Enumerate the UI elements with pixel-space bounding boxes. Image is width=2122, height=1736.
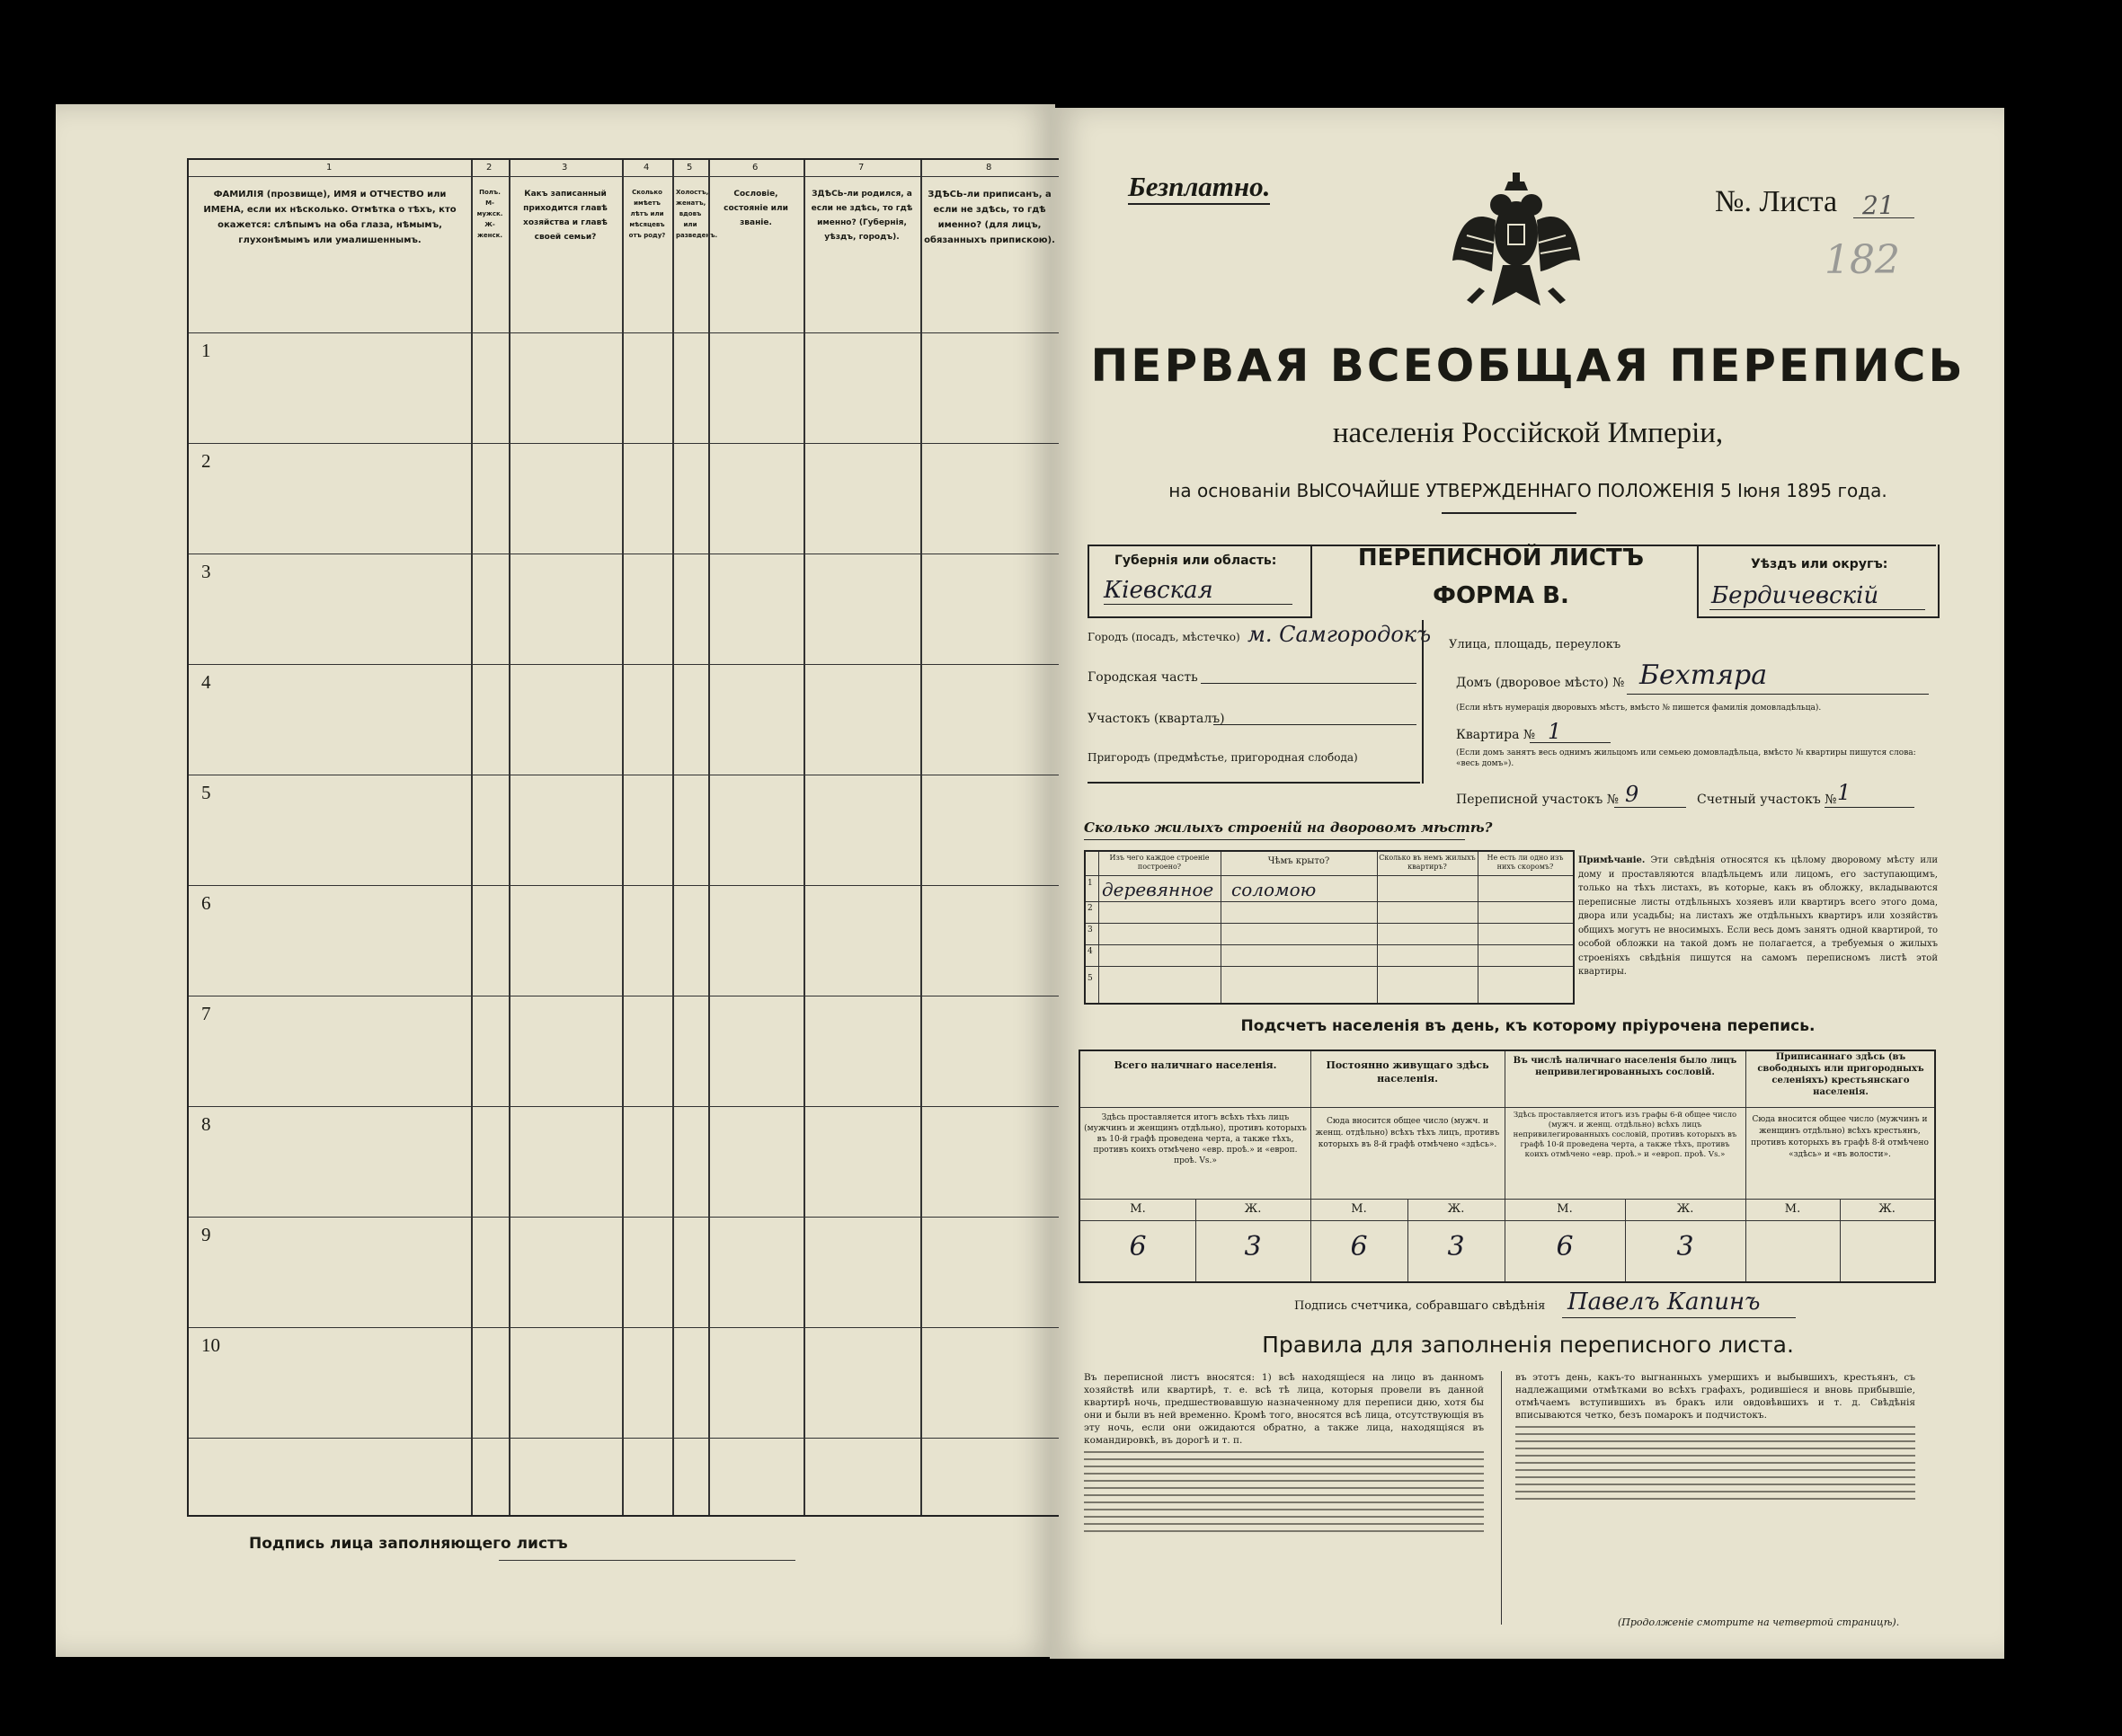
precinct-label: Участокъ (кварталъ) [1088,712,1225,726]
district-label: Уѣздъ или округъ: [1751,557,1888,571]
column-header: Холостъ, женатъ, вдовъ или разведенъ. [676,189,718,239]
text-line [1515,1491,1915,1492]
buildings-header-rule [1086,875,1573,876]
row-number: 9 [201,1224,211,1245]
buildings-header: Не есть ли одно изъ нихъ скоромъ? [1487,854,1564,871]
town-label: Городъ (посадъ, мѣстечко) [1088,631,1240,643]
text-line [1084,1501,1484,1503]
column-number: 2 [486,163,493,173]
column-number: 1 [326,163,333,173]
city-part-label: Городская часть [1088,670,1198,685]
house-label: Домъ (дворовое мѣсто) № [1456,676,1625,690]
sheet-number-line [1853,217,1914,218]
row-rule [189,1106,1059,1107]
count-notes-rule [1080,1199,1934,1200]
census-district-value[interactable]: 9 [1625,782,1639,807]
row-number: 5 [201,782,211,803]
text-line [1515,1476,1915,1478]
count-value[interactable]: 6 [1129,1231,1147,1262]
text-line [1515,1440,1915,1442]
grid-column-line [708,160,710,1515]
sex-label: М. [1130,1202,1146,1216]
column-number: 6 [752,163,759,173]
text-line [1515,1469,1915,1471]
row-rule [189,1438,1059,1439]
apartment-label: Квартира № [1456,728,1536,742]
column-header: ЗДѢСЬ-ли приписанъ, а если не здѣсь, то гдѣ именно? (для лицъ, обязанныхъ припискою). [924,190,1055,245]
enumerator-signature[interactable]: Павелъ Капинъ [1567,1289,1761,1315]
count-header: Постоянно живущаго здѣсь населенія. [1326,1059,1489,1085]
buildings-row-rule [1086,944,1573,945]
apartment-note: (Если домъ занятъ весь однимъ жильцомъ или семьею домовладѣльца, вмѣсто № квартиры пишутся слова: «весь домъ»). [1456,748,1916,768]
row-number: 6 [201,892,211,914]
signature-label: Подпись лица заполняющего листъ [249,1535,568,1553]
text-line [1084,1473,1484,1475]
row-rule [189,332,1059,333]
census-district-label: Переписной участокъ № [1456,793,1619,807]
count-header: Всего наличнаго населенія. [1114,1059,1277,1071]
rules-text-left: Въ переписной листъ вносятся: 1) всѣ находящіеся на лицо въ данномъ хозяйствѣ или квартирѣ, т. е. всѣ тѣ лица, которыя провели въ данной квартирѣ ночь, предшествовавшую назначенному для переписи дню, хотя бы они и были въ ней временно. Кромѣ того, вносятся всѣ лица, отсутствующія въ эту ночь, если они ожидаются обратно, а также лица, находящіяся въ командировкѣ, въ дорогѣ и т. п. [1084,1372,1484,1446]
note-text: Эти свѣдѣнія относятся къ цѣлому дворовому мѣсту или дому и проставляются владѣльцемъ или лицомъ, его заступающимъ, только на тѣхъ листахъ, въ которые, какъ въ обложку, вкладываются переписные листы отдѣльныхъ хозяевъ или квартиръ всего этого дома, двора или усадьбы; на листахъ же отдѣльныхъ квартиръ или хозяйствъ общихъ могутъ не вносимыхъ. Если весь домъ занятъ одной квартирой, то особой обложки на такой домъ не полагается, а требуемыя о жилыхъ строеніяхъ свѣдѣнія пишутся на самомъ переписномъ листѣ этой квартиры. [1578,855,1938,977]
text-line [1084,1530,1484,1532]
divider [1442,512,1576,514]
census-district-line [1614,807,1686,808]
row-rule [189,1327,1059,1328]
row-number: 8 [201,1113,211,1135]
rules-column-right [1515,1371,1915,1608]
count-header-rule [1080,1107,1934,1108]
count-note: Здѣсь проставляется итогъ изъ графы 6-й общее число (мужч. и женщ. отдѣльно) всѣхъ лицъ непривилегированныхъ сословій, противъ которыхъ въ графѣ 10-й проведена черта, а также тѣхъ, противъ коихъ отмѣчено «евр. проѣ.» и «европ. проѣ. Vs.» [1513,1111,1737,1159]
enumerator-label: Подпись счетчика, собравшаго свѣдѣнія [1294,1299,1546,1313]
sex-label: Ж. [1244,1202,1262,1216]
count-header: Приписаннаго здѣсь (въ свободныхъ или пригородныхъ селеніяхъ) крестьянскаго населенія. [1757,1052,1924,1097]
buildings-row-number: 2 [1088,904,1093,913]
form-title-line2: ФОРМА В. [1433,582,1569,609]
rules-title: Правила для заполненія переписного листа. [1262,1332,1794,1358]
sex-label: М. [1557,1202,1573,1216]
buildings-row-rule [1086,966,1573,967]
column-number-rule [189,176,1059,177]
buildings-question: Сколько жилыхъ строеній на дворовомъ мѣстѣ? [1084,819,1493,836]
text-line [1084,1480,1484,1482]
column-number: 5 [687,163,693,173]
text-line [1515,1462,1915,1464]
count-value[interactable]: 3 [1447,1231,1465,1262]
note-label: Примѣчаніе. [1578,855,1646,865]
buildings-question-line [1084,839,1465,840]
rules-continuation-note [1618,1612,1899,1629]
text-line [1084,1487,1484,1489]
row-number: 10 [201,1334,220,1356]
town-value[interactable]: м. Самгородокъ [1247,622,1432,647]
buildings-row-rule [1086,923,1573,924]
count-value[interactable]: 6 [1556,1231,1574,1262]
enumerator-line [1562,1317,1796,1318]
text-line [1515,1426,1915,1428]
grid-column-line [471,160,473,1515]
population-count-title: Подсчетъ населенія въ день, къ которому пріурочена перепись. [1240,1017,1816,1035]
buildings-table [1084,850,1575,1005]
province-line [1104,604,1292,605]
row-number: 4 [201,671,211,693]
district-line [1709,609,1925,610]
text-line [1084,1458,1484,1460]
buildings-header: Чѣмъ крыто? [1267,856,1330,866]
count-value[interactable]: 3 [1676,1231,1694,1262]
buildings-row-number: 4 [1088,947,1093,956]
household-members-table [187,158,1059,1517]
grid-column-line [622,160,624,1515]
count-col [1745,1051,1746,1281]
sex-label: Ж. [1878,1202,1896,1216]
column-header: Полъ. М-мужск. Ж-женск. [476,189,503,239]
city-part-line [1201,683,1416,684]
buildings-note [1578,854,1938,979]
row-rule [189,443,1059,444]
row-number: 2 [201,450,211,472]
rules-text-right: въ этотъ день, какъ-то выгнанныхъ умершихъ и выбывшихъ, крестьянъ, съ надлежащими отмѣтками во всѣхъ графахъ, родившіеся и вновь прибывшіе, отмѣчаемъ вступившихъ въ бракъ или овдовѣвшихъ и т. д. Свѣдѣнія вписываются четко, безъ помарокъ и подчистокъ. [1515,1372,1915,1421]
census-title: ПЕРВАЯ ВСЕОБЩАЯ ПЕРЕПИСЬ [1090,340,1966,392]
text-line [1515,1448,1915,1449]
signature-line [499,1560,795,1561]
counting-district-label: Счетный участокъ № [1697,793,1837,807]
suburb-label: Пригородъ (предмѣстье, пригородная слобода) [1088,751,1358,764]
row-number: 1 [201,340,211,361]
row-number: 3 [201,561,211,582]
column-number: 7 [858,163,865,173]
census-subtitle: населенія Россійской Имперіи, [1332,417,1724,449]
house-note: (Если нѣтъ нумерація дворовыхъ мѣстъ, вмѣсто № пишется фамилія домовладѣльца). [1456,704,1822,713]
apartment-value[interactable]: 1 [1548,719,1562,744]
row-rule [189,664,1059,665]
text-line [1515,1455,1915,1457]
free-label: Безплатно. [1128,171,1270,205]
count-value[interactable]: 6 [1350,1231,1368,1262]
column-number: 3 [562,163,568,173]
rules-column-left [1084,1371,1484,1608]
count-note: Здѣсь проставляется итогъ всѣхъ тѣхъ лицъ (мужчинъ и женщинъ отдѣльно), противъ которыхъ въ 10-й графѣ проведена черта, а также тѣхъ, противъ коихъ отмѣчено «евр. проѣ.» и «европ. проѣ. Vs.» [1084,1113,1307,1165]
street-label: Улица, площадь, переулокъ [1449,638,1621,651]
buildings-row-number: 1 [1088,879,1093,888]
sex-label: Ж. [1447,1202,1465,1216]
text-line [1084,1523,1484,1525]
house-line [1627,694,1929,695]
buildings-header: Изъ чего каждое строеніе построено? [1109,854,1210,871]
province-label: Губернія или область: [1114,554,1277,568]
sheet-number-label: №. Листа [1715,185,1838,218]
house-value[interactable]: Бехтяра [1639,660,1768,691]
text-line [1515,1498,1915,1500]
sheet-number-value: 21 [1862,190,1895,220]
grid-column-line [509,160,511,1515]
sheet-pencil-number: 182 [1825,237,1900,283]
rules-note: (Продолженіе смотрите на четвертой страницѣ). [1618,1616,1900,1628]
form-title-line1: ПЕРЕПИСНОЙ ЛИСТЪ [1357,545,1645,571]
text-line [1084,1516,1484,1518]
district-value[interactable]: Бердичевскій [1711,582,1879,609]
counting-district-value[interactable]: 1 [1837,780,1851,805]
buildings-row-number: 3 [1088,926,1093,934]
column-header: ФАМИЛІЯ (прозвище), ИМЯ и ОТЧЕСТВО или ИМЕНА, если их нѣсколько. Отмѣтка о тѣхъ, кто окажется: слѣпымъ на оба глаза, нѣмымъ, глухонѣмымъ или умалишеннымъ. [203,190,457,245]
rules-divider [1501,1371,1502,1625]
sex-label: М. [1784,1202,1801,1216]
column-number: 4 [644,163,650,173]
province-value[interactable]: Кіевская [1104,577,1213,604]
text-line [1084,1466,1484,1467]
count-value[interactable]: 3 [1244,1231,1262,1262]
apartment-line [1530,742,1611,743]
counting-district-line [1825,807,1914,808]
address-divider [1422,620,1424,784]
buildings-row-number: 5 [1088,974,1093,983]
buildings-row-rule [1086,901,1573,902]
text-line [1515,1484,1915,1485]
count-note: Сюда вносится общее число (мужчинъ и женщинъ отдѣльно) всѣхъ крестьянъ, противъ которыхъ въ графѣ 8-й отмѣчено «здѣсь» и «въ волости». [1751,1115,1929,1159]
grid-column-line [672,160,674,1515]
address-bottom-rule [1088,782,1420,784]
precinct-line [1213,724,1416,725]
text-line [1084,1494,1484,1496]
column-header: Сколько имѣетъ лѣтъ или мѣсяцевъ отъ роду? [628,189,666,239]
grid-column-line [804,160,805,1515]
count-note: Сюда вносится общее число (мужч. и женщ. отдѣльно) всѣхъ тѣхъ лицъ, противъ которыхъ въ 8-й графѣ отмѣчено «здѣсь». [1315,1117,1500,1149]
buildings-header: Сколько въ немъ жилыхъ квартиръ? [1379,854,1476,871]
building-material-value[interactable]: деревянное [1102,879,1214,900]
building-roof-value[interactable]: соломою [1231,879,1317,900]
sex-label: М. [1351,1202,1367,1216]
text-line [1084,1509,1484,1510]
count-header: Въ числѣ наличнаго населенія было лицъ непривилегированныхъ сословій. [1513,1056,1737,1077]
population-count-table [1079,1050,1936,1283]
column-header: Сословіе, состояніе или званіе. [724,190,788,227]
column-header: ЗДѢСЬ-ли родился, а если не здѣсь, то гдѣ именно? (Губернія, уѣздъ, городъ). [811,190,913,242]
imperial-eagle-icon [1449,171,1584,319]
text-line [1515,1433,1915,1435]
row-rule [189,885,1059,886]
row-number: 7 [201,1003,211,1024]
text-line [1084,1451,1484,1453]
form-title [1321,539,1681,615]
legal-basis: на основаніи ВЫСОЧАЙШЕ УТВЕРЖДЕННАГО ПОЛОЖЕНІЯ 5 Іюня 1895 года. [1168,480,1887,501]
grid-column-line [920,160,922,1515]
sex-label: Ж. [1676,1202,1694,1216]
row-rule [189,1217,1059,1218]
column-number: 8 [986,163,992,173]
column-header: Какъ записанный приходится главѣ хозяйства и главѣ своей семьи? [523,190,608,242]
count-sex-rule [1080,1220,1934,1221]
